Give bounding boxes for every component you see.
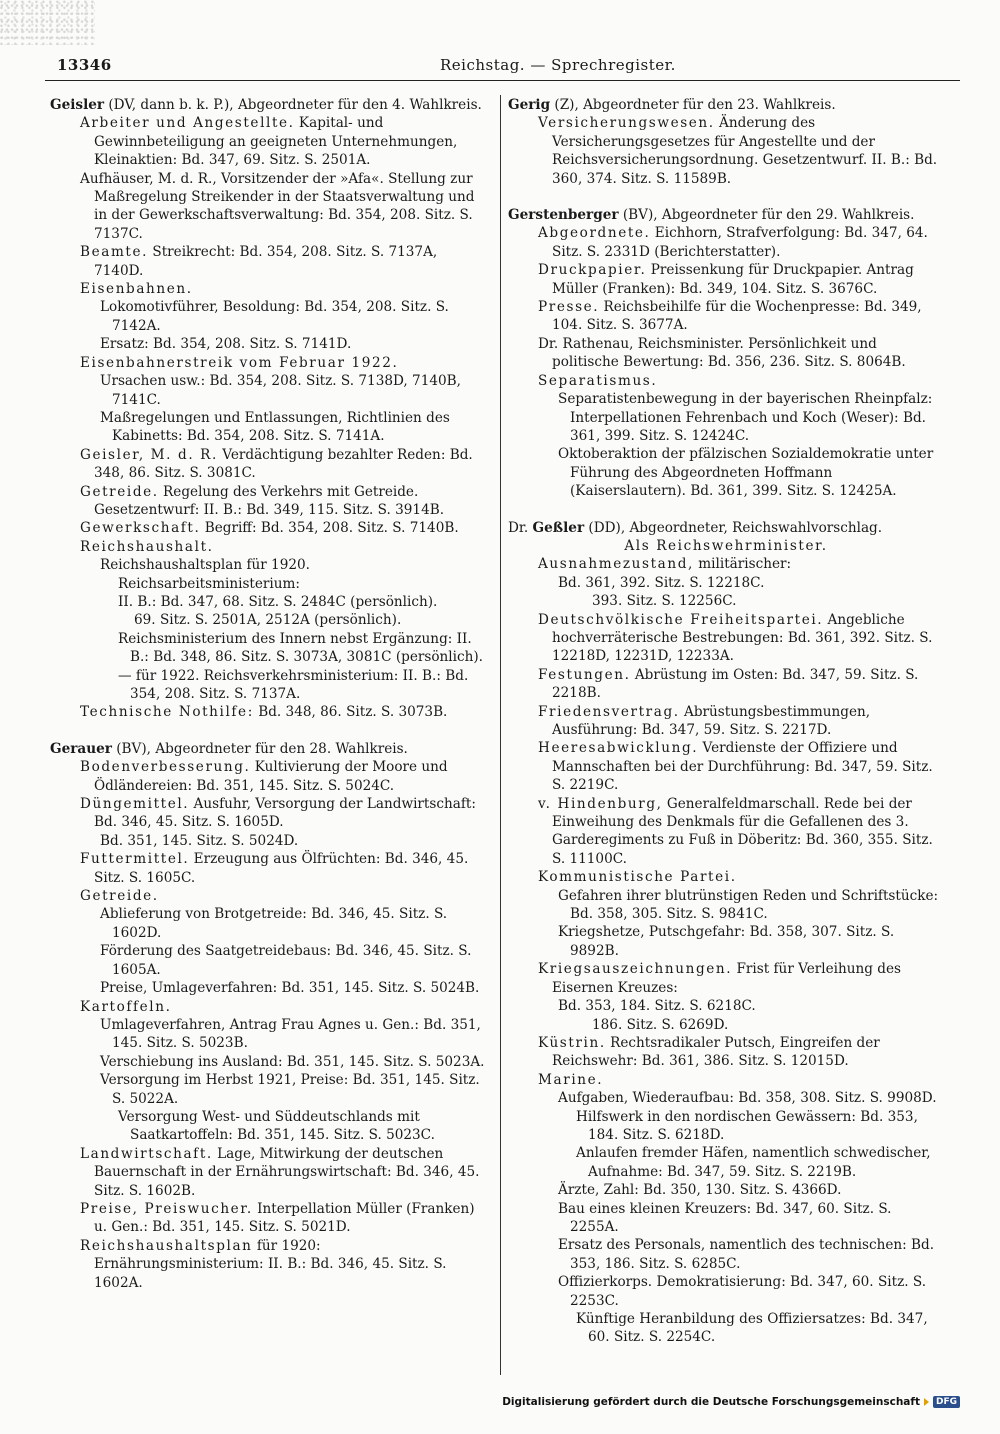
index-line [50,335,486,353]
index-line [508,666,944,703]
index-line [50,243,486,280]
running-title: Reichstag. — Sprechregister. [440,56,676,74]
index-text: Lage, Mitwirkung der deutschen Bauernschaft in der Ernährungswirtschaft: Bd. 346, 45. Sitz. S. 1602B. [94,1145,480,1199]
index-keyword: Technische Nothilfe: [80,704,254,721]
index-line [50,170,486,244]
index-line [508,592,944,610]
index-text: Rechtsradikaler Putsch, Eingreifen der Reichswehr: Bd. 361, 386. Sitz. S. 12015D. [552,1034,880,1070]
index-keyword: Gewerkschaft. [80,520,201,537]
index-text: — für 1922. Reichsverkehrsministerium: II. B.: Bd. 354, 208. Sitz. S. 7137A. [118,667,469,702]
page-header [45,52,960,78]
index-keyword: Eisenbahnerstreik vom Februar 1922. [80,354,399,371]
index-text: 186. Sitz. S. 6269D. [592,1016,729,1033]
index-keyword: Heeresabwicklung. [538,740,699,757]
index-text: militärischer: [693,556,792,573]
index-line [508,611,944,666]
index-line [508,1181,944,1199]
index-text: Streikrecht: Bd. 354, 208. Sitz. S. 7137A, 7140D. [94,244,438,279]
spacer [508,188,944,206]
index-keyword: Geisler, M. d. R. [80,446,218,463]
index-line [508,739,944,794]
index-line [50,1237,486,1292]
speaker-name: Gerauer [50,740,112,757]
index-text: Hilfswerk in den nordischen Gewässern: Bd. 353, 184. Sitz. S. 6218D. [576,1108,918,1143]
index-text: Reichsministerium des Innern nebst Ergänzung: II. B.: Bd. 348, 86. Sitz. S. 3073A, 3081C (persönlich). [118,630,483,666]
index-line [508,1200,944,1237]
entry-gessler [508,555,944,1346]
entry-geisler [50,114,486,721]
index-line [50,832,486,850]
index-line [508,868,944,886]
index-line [508,923,944,960]
index-text: Ausfuhr, Versorgung der Landwirtschaft: Bd. 346, 45. Sitz. S. 1605D. [94,796,476,831]
index-text: Eichhorn, Strafverfolgung: Bd. 347, 64. Sitz. S. 2331D (Berichterstatter). [552,225,928,260]
index-keyword: Kriegsauszeichnungen. [538,961,733,978]
index-keyword: Ausnahmezustand, [538,556,694,573]
speaker-info: (DD), Abgeordneter, Reichswahlvorschlag. [584,519,883,536]
index-line [50,887,486,905]
index-line [50,611,486,629]
index-text: Kriegshetze, Putschgefahr: Bd. 358, 307. Sitz. S. 9892B. [558,924,895,959]
index-line [50,1071,486,1108]
index-line [50,575,486,593]
index-text: Umlageverfahren, Antrag Frau Agnes u. Gen.: Bd. 351, 145. Sitz. S. 5023B. [100,1016,481,1052]
index-text: Bau eines kleinen Kreuzers: Bd. 347, 60. Sitz. S. 2255A. [558,1200,892,1235]
index-line [50,354,486,372]
index-text: Ersatz des Personals, namentlich des technischen: Bd. 353, 186. Sitz. S. 6285C. [558,1237,935,1272]
index-keyword: Bodenverbesserung. [80,759,251,776]
index-line [508,887,944,924]
index-line [508,1236,944,1273]
index-line [50,998,486,1016]
index-text: Versorgung im Herbst 1921, Preise: Bd. 351, 145. Sitz. S. 5022A. [100,1072,480,1107]
index-line [50,1016,486,1053]
index-line [50,298,486,335]
index-keyword: Presse. [538,299,600,316]
index-keyword: Kommunistische Partei. [538,869,737,886]
spacer [50,722,486,740]
index-line [508,335,944,372]
index-text: Interpellation Müller (Franken) u. Gen.: Bd. 351, 145. Sitz. S. 5021D. [94,1200,475,1236]
index-text: Ablieferung von Brotgetreide: Bd. 346, 45. Sitz. S. 1602D. [100,906,448,941]
index-text: Förderung des Saatgetreidebaus: Bd. 346, 45. Sitz. S. 1605A. [100,943,472,978]
left-column [50,96,486,1292]
index-text: Gefahren ihrer blutrünstigen Reden und Schriftstücke: Bd. 358, 305. Sitz. S. 9841C. [558,887,939,923]
index-line [50,795,486,832]
index-text: Aufgaben, Wiederaufbau: Bd. 358, 308. Sitz. S. 9908D. [558,1090,937,1107]
speaker-name: Geisler [50,97,105,113]
index-line [508,1034,944,1071]
index-text: Aufhäuser, M. d. R., Vorsitzender der »Afa«. Stellung zur Maßregelung Streikender in der Staatsverwaltung und in der Gewerkschaftsverwaltung: Bd. 354, 208. Sitz. S. 7137C. [80,170,475,242]
index-line [508,390,944,445]
index-text: Maßregelungen und Entlassungen, Richtlinien des Kabinetts: Bd. 354, 208. Sitz. S. 7141A. [100,409,450,445]
index-text: Ersatz: Bd. 354, 208. Sitz. S. 7141D. [100,336,352,353]
index-line [508,555,944,573]
entry-heading [508,96,944,114]
index-line [50,630,486,667]
index-line [50,942,486,979]
index-text: Erzeugung aus Ölfrüchten: Bd. 346, 45. Sitz. S. 1605C. [94,851,469,886]
index-text: Frist für Verleihung des Eisernen Kreuzes: [552,961,901,996]
index-line [50,1108,486,1145]
index-text: für 1920: Ernährungsministerium: II. B.: Bd. 346, 45. Sitz. S. 1602A. [94,1237,447,1291]
index-keyword: Küstrin. [538,1034,606,1051]
index-line [508,1071,944,1089]
index-text: Begriff: Bd. 354, 208. Sitz. S. 7140B. [200,520,459,537]
index-text: Preissenkung für Druckpapier. Antrag Müller (Franken): Bd. 349, 104. Sitz. S. 3676C. [552,262,914,297]
index-keyword: Kartoffeln. [80,998,172,1015]
index-text: Ärzte, Zahl: Bd. 350, 130. Sitz. S. 4366D. [558,1182,842,1199]
index-text: Abrüstungsbestimmungen, Ausführung: Bd. 347, 59. Sitz. S. 2217D. [552,703,871,738]
index-text: Anlaufen fremder Häfen, namentlich schwedischer, Aufnahme: Bd. 347, 59. Sitz. S. 2219B. [576,1145,931,1180]
index-line [508,372,944,390]
index-line [508,1273,944,1310]
index-keyword: Druckpapier. [538,262,647,279]
index-line [508,114,944,188]
index-line [508,1144,944,1181]
index-text: 393. Sitz. S. 12256C. [592,593,737,610]
index-line [508,960,944,997]
spacer [508,501,944,519]
index-text: II. B.: Bd. 347, 68. Sitz. S. 2484C (persönlich). [118,593,438,610]
speaker-info: (Z), Abgeordneter für den 23. Wahlkreis. [550,97,836,113]
dfg-logo: DFG [933,1396,960,1408]
index-keyword: v. Hindenburg, [538,795,663,812]
index-line [50,538,486,556]
index-line [508,574,944,592]
index-keyword: Friedensvertrag. [538,703,680,720]
index-line [50,1145,486,1200]
index-keyword: Getreide. [80,888,159,905]
index-keyword: Reichshaushaltsplan [80,1237,253,1254]
speaker-info: (DV, dann b. k. P.), Abgeordneter für den 4. Wahlkreis. [104,97,482,113]
index-line [50,979,486,997]
index-line [50,280,486,298]
scan-speckle [0,0,95,45]
index-line [50,667,486,704]
index-keyword: Deutschvölkische Freiheitspartei. [538,611,824,628]
index-keyword: Düngemittel. [80,796,190,813]
speaker-name: Geßler [532,519,585,536]
index-line [50,758,486,795]
index-line [508,703,944,740]
index-text: Verdächtigung bezahlter Reden: Bd. 348, 86. Sitz. S. 3081C. [94,446,473,482]
speaker-info: (BV), Abgeordneter für den 28. Wahlkreis. [111,740,408,757]
index-line [50,446,486,483]
index-keyword: Getreide. [80,483,159,500]
entry-gerig [508,114,944,188]
index-text: Verdienste der Offiziere und Mannschaften bei der Durchführung: Bd. 347, 59. Sitz. S. 2219C. [552,740,933,794]
index-keyword: Arbeiter und Angestellte. [80,115,295,132]
index-line [50,556,486,574]
index-line [50,1053,486,1071]
index-text: Kultivierung der Moore und Ödländereien: Bd. 351, 145. Sitz. S. 5024C. [94,759,448,794]
footer-credit: Digitalisierung gefördert durch die Deutsche Forschungsgemeinschaft [502,1396,920,1408]
index-line [508,1108,944,1145]
index-text: Reichshaushaltsplan für 1920. [100,557,310,574]
index-text: Änderung des Versicherungsgesetzes für Angestellte und der Reichsversicherungsordnung. Gesetzentwurf. II. B.: Bd. 360, 374. Sitz. S. 11589B. [552,115,938,187]
index-keyword: Festungen. [538,666,631,683]
index-keyword: Marine. [538,1071,604,1088]
entry-heading [50,96,486,114]
index-line [50,703,486,721]
index-text: Bd. 361, 392. Sitz. S. 12218C. [558,574,765,591]
entry-gerauer [50,758,486,1292]
index-text: Bd. 353, 184. Sitz. S. 6218C. [558,998,756,1015]
entry-heading [508,519,944,537]
index-text: Preise, Umlageverfahren: Bd. 351, 145. Sitz. S. 5024B. [100,980,480,997]
index-keyword: Separatismus. [538,372,658,389]
index-line [508,224,944,261]
index-text: Reichsarbeitsministerium: [118,575,301,592]
index-keyword: Beamte. [80,244,149,261]
index-line [50,409,486,446]
index-text: Angebliche hochverräterische Bestrebungen: Bd. 361, 392. Sitz. S. 12218D, 12231D, 12233A. [552,611,933,665]
index-line [508,795,944,869]
index-line [50,114,486,169]
speaker-info: (BV), Abgeordneter für den 29. Wahlkreis. [618,207,915,224]
index-line [508,997,944,1015]
index-text: Regelung des Verkehrs mit Getreide. Gesetzentwurf: II. B.: Bd. 349, 115. Sitz. S. 3914B. [94,483,445,518]
index-line [50,372,486,409]
index-text: Generalfeldmarschall. Rede bei der Einweihung des Denkmals für die Gefallenen des 3. Garderegiments zu Fuß in Döberitz: Bd. 360, 355. Sitz. S. 11100C. [552,795,933,867]
index-keyword: Futtermittel. [80,851,190,868]
index-line [508,1310,944,1347]
page-number: 13346 [57,56,112,74]
index-text: Abrüstung im Osten: Bd. 347, 59. Sitz. S. 2218B. [552,666,919,702]
index-keyword: Versicherungswesen. [538,115,715,132]
index-keyword: Eisenbahnen. [80,281,193,298]
index-text: Lokomotivführer, Besoldung: Bd. 354, 208. Sitz. S. 7142A. [100,299,449,334]
index-text: Dr. Rathenau, Reichsminister. Persönlichkeit und politische Bewertung: Bd. 356, 236. Sitz. S. 8064B. [538,335,906,371]
index-keyword: Landwirtschaft. [80,1145,213,1162]
index-line [508,1089,944,1107]
column-divider [500,95,501,1375]
speaker-prefix: Dr. [508,519,533,536]
index-keyword: Abgeordnete. [538,225,651,242]
header-rule [45,80,960,81]
index-line [50,1200,486,1237]
index-line [508,298,944,335]
index-line [508,261,944,298]
index-text: Bd. 351, 145. Sitz. S. 5024D. [100,832,299,849]
page-footer [502,1396,960,1408]
index-line [508,445,944,500]
index-line [50,593,486,611]
speaker-name: Gerig [508,97,551,113]
index-text: Reichsbeihilfe für die Wochenpresse: Bd. 349, 104. Sitz. S. 3677A. [552,299,922,334]
index-text: Verschiebung ins Ausland: Bd. 351, 145. Sitz. S. 5023A. [100,1053,485,1070]
entry-heading [50,740,486,758]
entry-subheading: Als Reichswehrminister. [624,537,828,554]
entry-heading [508,206,944,224]
index-text: 69. Sitz. S. 2501A, 2512A (persönlich). [134,612,402,629]
index-text: Oktoberaktion der pfälzischen Sozialdemokratie unter Führung des Abgeordneten Hoffmann (Kaiserslautern). Bd. 361, 399. Sitz. S. 12425A. [558,446,934,500]
index-text: Separatistenbewegung in der bayerischen Rheinpfalz: Interpellationen Fehrenbach und Koch (Weser): Bd. 361, 399. Sitz. S. 12424C. [558,391,933,444]
index-text: Offizierkorps. Demokratisierung: Bd. 347, 60. Sitz. S. 2253C. [558,1274,927,1309]
index-line [50,519,486,537]
index-text: Bd. 348, 86. Sitz. S. 3073B. [253,704,448,721]
dfg-arrow-icon [924,1398,929,1406]
index-text: Ursachen usw.: Bd. 354, 208. Sitz. S. 7138D, 7140B, 7141C. [100,373,461,408]
speaker-name: Gerstenberger [508,207,619,224]
index-text: Kapital- und Gewinnbeteiligung an geeigneten Unternehmungen, Kleinaktien: Bd. 347, 69. Sitz. S. 2501A. [94,115,458,169]
right-column [508,96,944,1347]
index-line [508,1016,944,1034]
index-keyword: Reichshaushalt. [80,538,214,555]
index-line [50,483,486,520]
index-text: Künftige Heranbildung des Offiziersatzes: Bd. 347, 60. Sitz. S. 2254C. [576,1311,928,1346]
index-line [50,850,486,887]
index-line [50,905,486,942]
index-text: Versorgung West- und Süddeutschlands mit Saatkartoffeln: Bd. 351, 145. Sitz. S. 5023C. [118,1108,435,1144]
index-keyword: Preise, Preiswucher. [80,1200,253,1217]
entry-gerstenberger [508,224,944,500]
